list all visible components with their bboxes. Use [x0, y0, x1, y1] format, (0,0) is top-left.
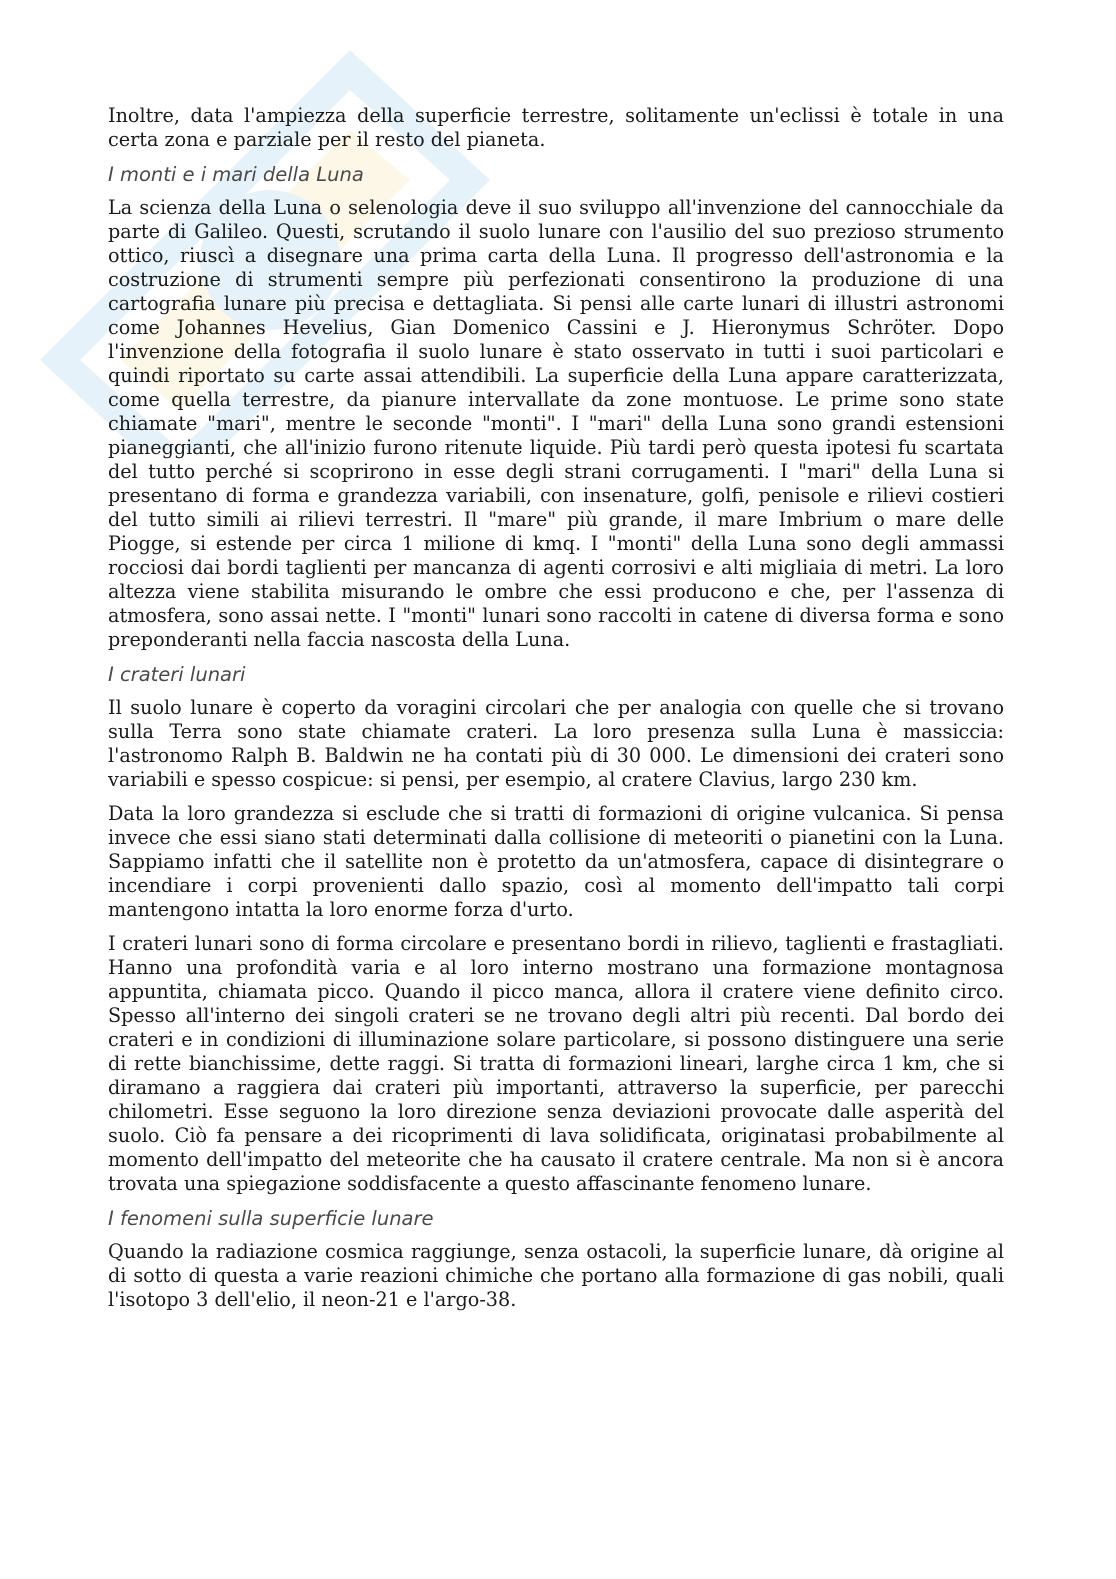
paragraph: La scienza della Luna o selenologia deve il suo sviluppo all'invenzione del cannocchiale da parte di Galileo. Questi, scrutando il suolo lunare con l'ausilio del suo prezioso strumento ottico, riuscì a disegnare una prima carta della Luna. Il progresso dell'astronomia e la costruzione di strumenti sempre più perfezionati consentirono la produzione di una cartografia lunare più precisa e dettagliata. Si pensi alle carte lunari di illustri astronomi come Johannes Hevelius, Gian Domenico Cassini e J. Hieronymus Schröter. Dopo l'invenzione della fotografia il suolo lunare è stato osservato in tutti i suoi particolari e quindi riportato su carte assai attendibili. La superficie della Luna appare caratterizzata, come quella terrestre, da pianure intervallate da zone montuose. Le prime sono state chiamate "mari", mentre le seconde "monti". I "mari" della Luna sono grandi estensioni pianeggianti, che all'inizio furono ritenute liquide. Più tardi però questa ipotesi fu scartata del tutto perché si scoprirono in esse degli strani corrugamenti. I "mari" della Luna si presentano di forma e grandezza variabili, con insenature, golfi, penisole e rilievi costieri del tutto simili ai rilievi terrestri. Il "mare" più grande, il mare Imbrium o mare delle Piogge, si estende per circa 1 milione di kmq. I "monti" della Luna sono degli ammassi rocciosi dai bordi taglienti per mancanza di agenti corrosivi e alti migliaia di metri. La loro altezza viene stabilita misurando le ombre che essi producono e che, per l'assenza di atmosfera, sono assai nette. I "monti" lunari sono raccolti in catene di diversa forma e sono preponderanti nella faccia nascosta della Luna. [108, 196, 1004, 651]
paragraph: I crateri lunari sono di forma circolare e presentano bordi in rilievo, taglienti e frastagliati. Hanno una profondità varia e al loro interno mostrano una formazione montagnosa appuntita, chiamata picco. Quando il picco manca, allora il cratere viene definito circo. Spesso all'interno dei singoli crateri se ne trovano degli altri più recenti. Dal bordo dei crateri e in condizioni di illuminazione solare particolare, si possono distinguere una serie di rette bianchissime, dette raggi. Si tratta di formazioni lineari, larghe circa 1 km, che si diramano a raggiera dai crateri più importanti, attraverso la superficie, per parecchi chilometri. Esse seguono la loro direzione senza deviazioni provocate dalle asperità del suolo. Ciò fa pensare a dei ricoprimenti di lava solidificata, originatasi probabilmente al momento dell'impatto del meteorite che ha causato il cratere centrale. Ma non si è ancora trovata una spiegazione soddisfacente a questo affascinante fenomeno lunare. [108, 932, 1004, 1195]
paragraph: Il suolo lunare è coperto da voragini circolari che per analogia con quelle che si trovano sulla Terra sono state chiamate crateri. La loro presenza sulla Luna è massiccia: l'astronomo Ralph B. Baldwin ne ha contati più di 30 000. Le dimensioni dei crateri sono variabili e spesso cospicue: si pensi, per esempio, al cratere Clavius, largo 230 km. [108, 696, 1004, 791]
intro-paragraph: Inoltre, data l'ampiezza della superficie terrestre, solitamente un'eclissi è totale in una certa zona e parziale per il resto del pianeta. [108, 104, 1004, 151]
document-page [108, 104, 1004, 1322]
section-heading-fenomeni: I fenomeni sulla superficie lunare [108, 1207, 434, 1230]
section-heading-crateri: I crateri lunari [108, 663, 246, 686]
paragraph: Data la loro grandezza si esclude che si tratti di formazioni di origine vulcanica. Si pensa invece che essi siano stati determinati dalla collisione di meteoriti o pianetini con la Luna. Sappiamo infatti che il satellite non è protetto da un'atmosfera, capace di disintegrare o incendiare i corpi provenienti dallo spazio, così al momento dell'impatto tali corpi mantengono intatta la loro enorme forza d'urto. [108, 802, 1004, 921]
paragraph: Quando la radiazione cosmica raggiunge, senza ostacoli, la superficie lunare, dà origine al di sotto di questa a varie reazioni chimiche che portano alla formazione di gas nobili, quali l'isotopo 3 dell'elio, il neon-21 e l'argo-38. [108, 1240, 1004, 1311]
section-heading-monti-mari: I monti e i mari della Luna [108, 163, 364, 186]
